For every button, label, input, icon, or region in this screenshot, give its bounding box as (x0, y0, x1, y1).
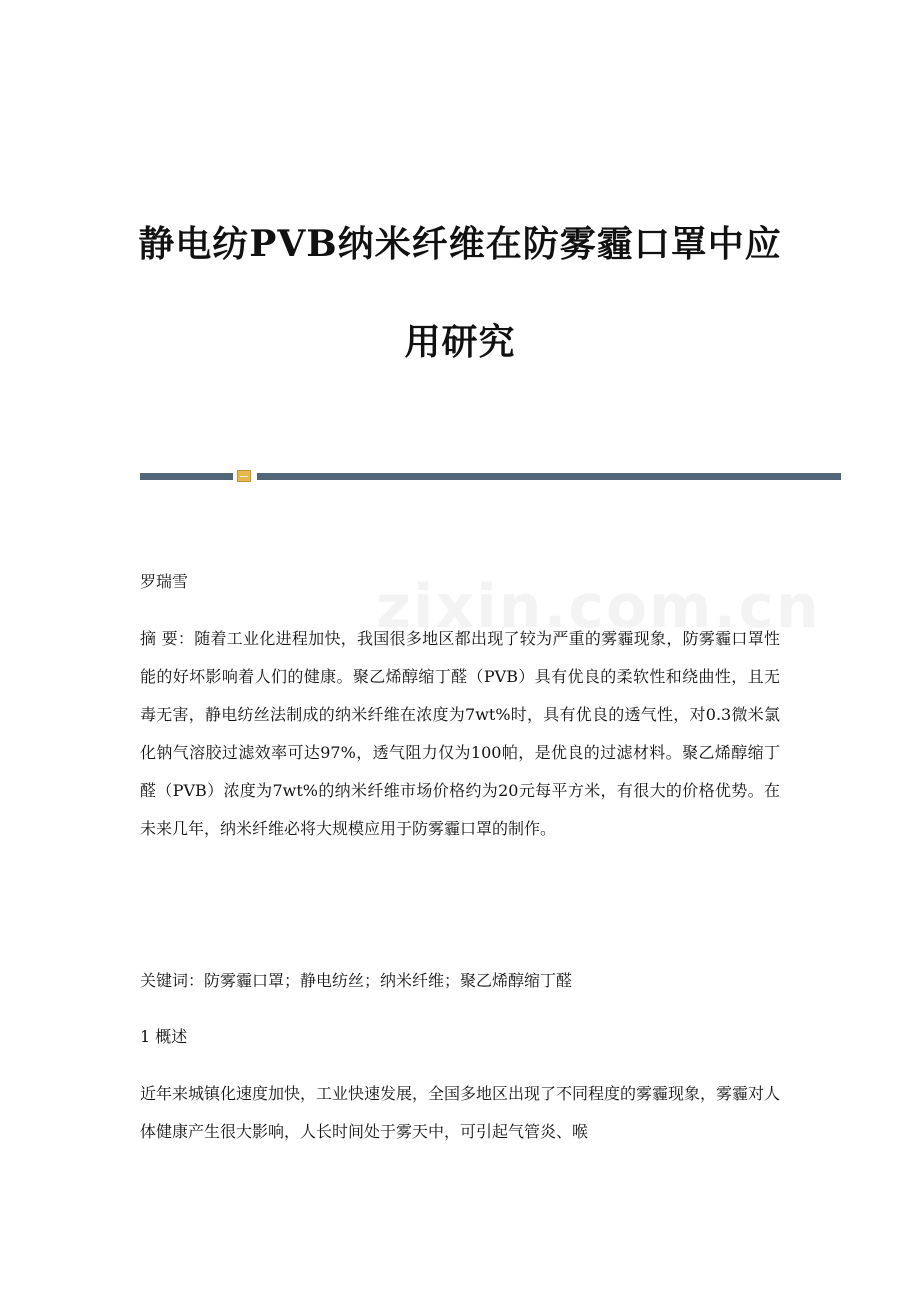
divider-tab-icon (237, 470, 251, 482)
divider-bar-left (140, 473, 233, 480)
divider-bar-right (257, 473, 841, 480)
abstract-paragraph: 摘 要：随着工业化进程加快，我国很多地区都出现了较为严重的雾霾现象，防雾霾口罩性能的好坏影响着人们的健康。聚乙烯醇缩丁醛（PVB）具有优良的柔软性和绕曲性，且无毒无害，静电纺丝法制成的纳米纤维在浓度为7wt%时，具有优良的透气性，对0.3微米氯化钠气溶胶过滤效率可达97%，透气阻力仅为100帕，是优良的过滤材料。聚乙烯醇缩丁醛（PVB）浓度为7wt%的纳米纤维市场价格约为20元每平方米，有很大的价格优势。在未来几年，纳米纤维必将大规模应用于防雾霾口罩的制作。 (140, 629, 780, 838)
author-name: 罗瑞雪 (140, 572, 189, 591)
document-title-line-2: 用研究 (404, 321, 516, 363)
intro-paragraph: 近年来城镇化速度加快，工业快速发展，全国多地区出现了不同程度的雾霾现象，雾霾对人体健康产生很大影响，人长时间处于雾天中，可引起气管炎、喉 (140, 1084, 780, 1141)
section-heading: 1 概述 (140, 1027, 188, 1046)
document-title-line-1: 静电纺PVB纳米纤维在防雾霾口罩中应 (138, 223, 782, 265)
keywords-line: 关键词：防雾霾口罩；静电纺丝；纳米纤维；聚乙烯醇缩丁醛 (140, 971, 573, 990)
title-divider (140, 469, 841, 483)
